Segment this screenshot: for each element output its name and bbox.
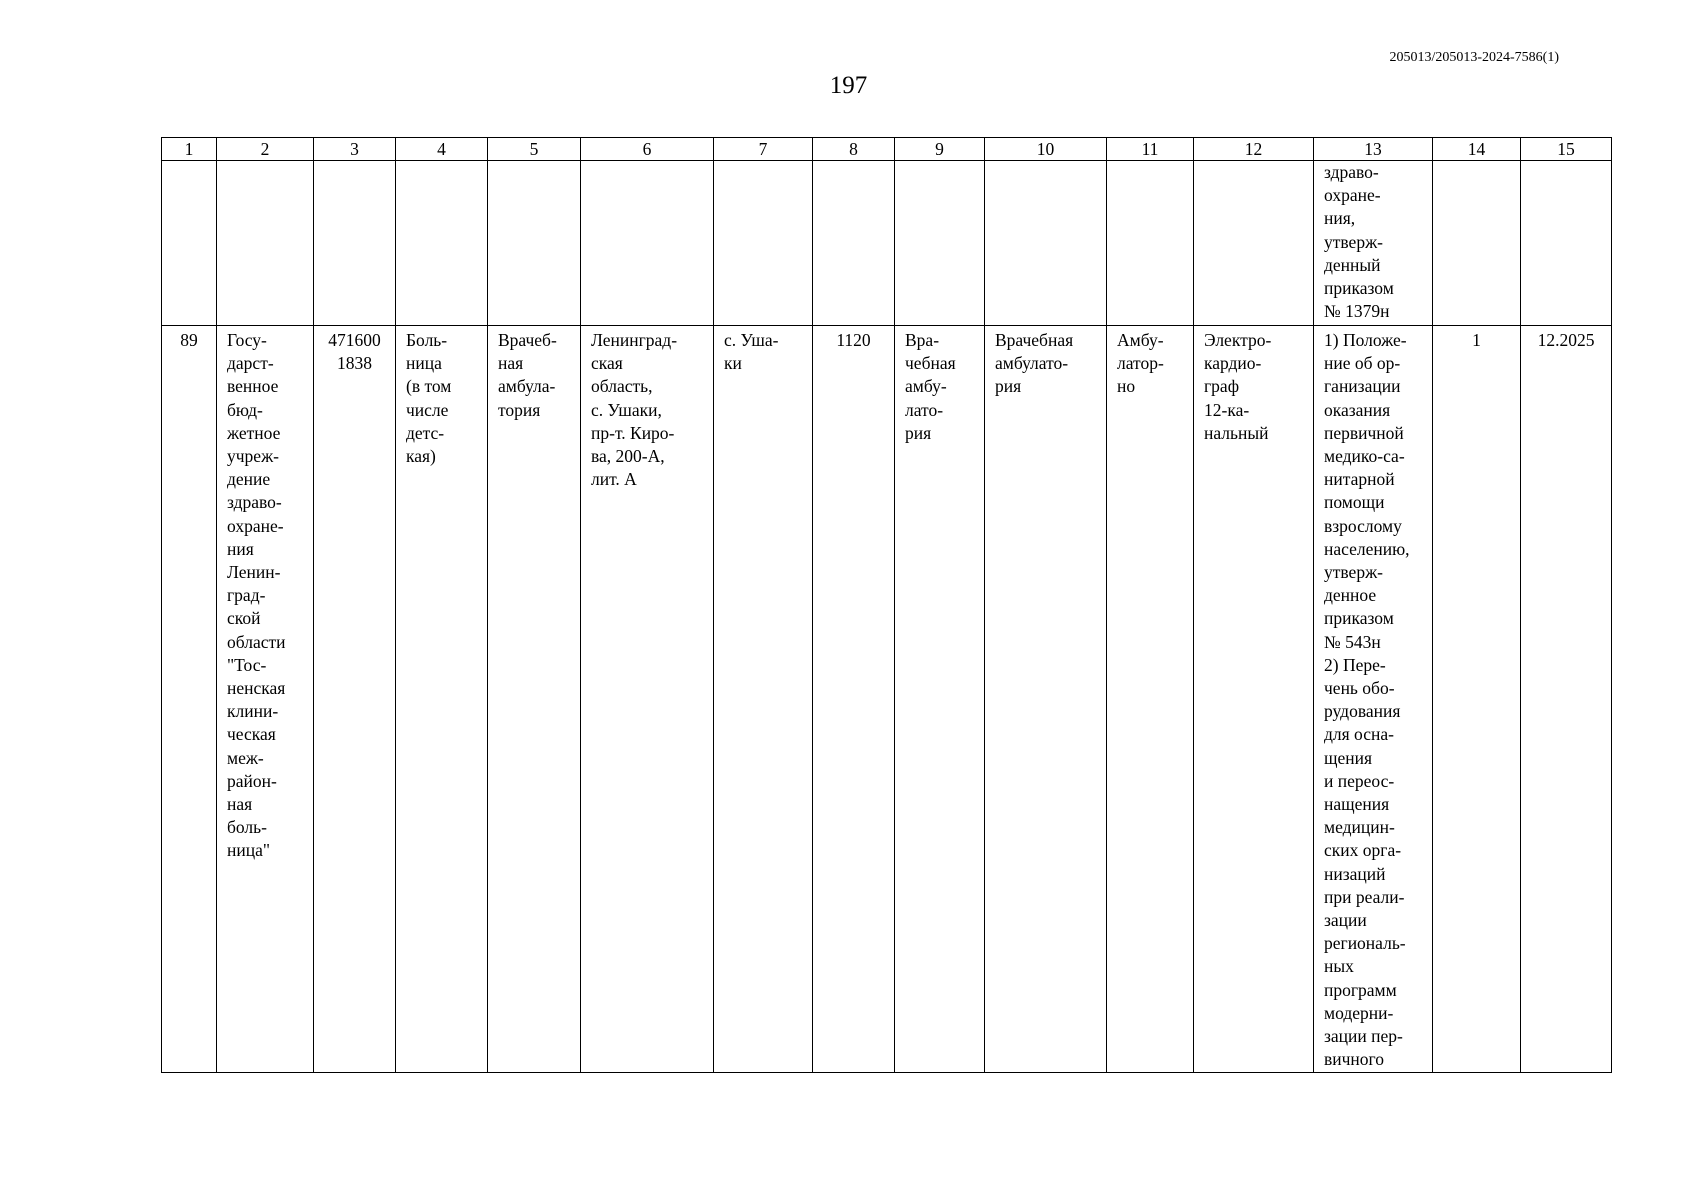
subdivision-cell: Врачебная амбулато- рия — [985, 326, 1107, 1073]
table-cell — [895, 161, 985, 326]
inn-cell: 471600 1838 — [314, 326, 396, 1073]
page-number: 197 — [829, 72, 868, 99]
column-number: 13 — [1314, 138, 1433, 161]
regulation-cell: здраво- охране- ния, утверж- денный приказом № 1379н — [1314, 161, 1433, 326]
table-cell — [1521, 161, 1612, 326]
continuation-row — [162, 161, 1612, 326]
department-cell: Вра- чебная амбу- лато- рия — [895, 326, 985, 1073]
column-number: 14 — [1433, 138, 1521, 161]
table-cell — [1107, 161, 1194, 326]
date-cell: 12.2025 — [1521, 326, 1612, 1073]
quantity-cell: 1 — [1433, 326, 1521, 1073]
table-cell — [488, 161, 581, 326]
column-number: 3 — [314, 138, 396, 161]
institution-type-cell: Боль- ница (в том числе детс- кая) — [396, 326, 488, 1073]
organization-cell: Госу- дарст- венное бюд- жетное учреж- дение здраво- охране- ния Ленин- град- ской области "Тос- ненская клини- ческая меж- район- ная боль- ница" — [217, 326, 314, 1073]
column-number: 12 — [1194, 138, 1314, 161]
column-number: 11 — [1107, 138, 1194, 161]
column-number: 2 — [217, 138, 314, 161]
registry-table — [161, 137, 1612, 1073]
column-number: 8 — [813, 138, 895, 161]
column-number: 1 — [162, 138, 217, 161]
table-cell — [217, 161, 314, 326]
table-row — [162, 326, 1612, 1073]
column-number: 7 — [714, 138, 813, 161]
settlement-cell: с. Уша- ки — [714, 326, 813, 1073]
column-number: 5 — [488, 138, 581, 161]
column-number-row — [162, 138, 1612, 161]
address-cell: Ленинград- ская область, с. Ушаки, пр-т. Киро- ва, 200-А, лит. А — [581, 326, 714, 1073]
table-cell — [581, 161, 714, 326]
table-cell — [1433, 161, 1521, 326]
table-cell — [714, 161, 813, 326]
document-id: 205013/205013-2024-7586(1) — [1389, 50, 1559, 65]
table-cell — [396, 161, 488, 326]
unit-type-cell: Врачеб- ная амбула- тория — [488, 326, 581, 1073]
table-cell — [1194, 161, 1314, 326]
table-cell — [813, 161, 895, 326]
population-cell: 1120 — [813, 326, 895, 1073]
column-number: 9 — [895, 138, 985, 161]
column-number: 4 — [396, 138, 488, 161]
table-cell — [985, 161, 1107, 326]
column-number: 10 — [985, 138, 1107, 161]
table-cell — [314, 161, 396, 326]
table-cell — [162, 161, 217, 326]
row-number-cell: 89 — [162, 326, 217, 1073]
care-conditions-cell: Амбу- латор- но — [1107, 326, 1194, 1073]
equipment-cell: Электро- кардио- граф 12-ка- нальный — [1194, 326, 1314, 1073]
column-number: 15 — [1521, 138, 1612, 161]
regulation-cell: 1) Положе- ние об ор- ганизации оказания первичной медико-са- нитарной помощи взрослому населению, утверж- денное приказом № 543н 2) Пере- чень обо- рудования для осна- щения и переос- нащения медицин- ских орга- низаций при реали- зации региональ- ных программ модерни- зации пер- вичного — [1314, 326, 1433, 1073]
column-number: 6 — [581, 138, 714, 161]
